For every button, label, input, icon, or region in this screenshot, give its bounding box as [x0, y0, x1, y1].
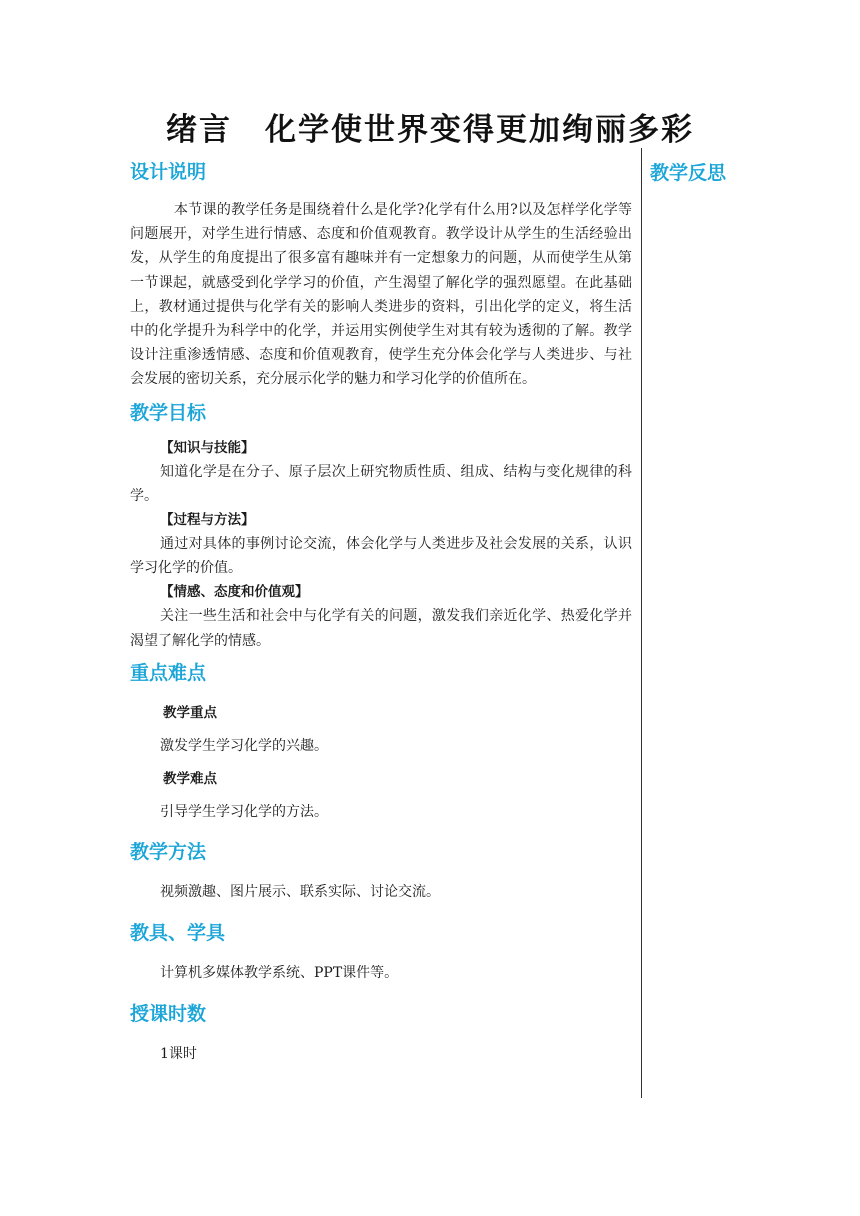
tools-heading: 教具、学具 — [130, 921, 226, 944]
methods-section — [130, 838, 632, 904]
column-divider — [641, 148, 642, 1098]
emotion-text: 关注一些生活和社会中与化学有关的问题，激发我们亲近化学、热爱化学并渴望了解化学的情感。 — [130, 608, 632, 649]
knowledge-label: 【知识与技能】 — [160, 439, 255, 456]
goals-heading: 教学目标 — [130, 401, 207, 424]
methods-heading: 教学方法 — [130, 840, 207, 863]
hours-text: 1课时 — [160, 1045, 197, 1062]
difficulty-label: 教学难点 — [163, 770, 217, 787]
teaching-reflection-heading: 教学反思 — [650, 162, 727, 184]
page-title: 绪言 化学使世界变得更加绚丽多彩 — [166, 112, 694, 148]
hours-section — [130, 1000, 632, 1066]
design-section — [130, 158, 632, 392]
main-column — [130, 158, 632, 1066]
process-label: 【过程与方法】 — [160, 512, 255, 529]
design-text: 本节课的教学任务是围绕着什么是化学?化学有什么用?以及怎样学化学等问题展开，对学生进行情感、态度和价值观教育。教学设计从学生的生活经验出发，从学生的角度提出了很多富有趣味并有一定想象力的问题，从而使学生从第一节课起，就感受到化学学习的价值，产生渴望了解化学的强烈愿望。在此基础上，教材通过提供与化学有关的影响人类进步的资料，引出化学的定义，将生活中的化学提升为科学中的化学，并运用实例使学生对其有较为透彻的了解。教学设计注重渗透情感、态度和价值观教育，使学生充分体会化学与人类进步、与社会发展的密切关系，充分展示化学的魅力和学习化学的价值所在。 — [130, 202, 632, 388]
hours-heading: 授课时数 — [130, 1002, 207, 1025]
emotion-label: 【情感、态度和价值观】 — [160, 584, 309, 601]
knowledge-text: 知道化学是在分子、原子层次上研究物质性质、组成、结构与变化规律的科学。 — [130, 463, 632, 504]
focus-text: 激发学生学习化学的兴趣。 — [160, 737, 328, 754]
goals-section — [130, 399, 632, 653]
difficulty-text: 引导学生学习化学的方法。 — [160, 803, 328, 820]
focus-label: 教学重点 — [163, 704, 217, 721]
key-points-heading: 重点难点 — [130, 661, 207, 684]
methods-text: 视频激趣、图片展示、联系实际、讨论交流。 — [160, 883, 440, 900]
key-points-section — [130, 659, 632, 824]
tools-section — [130, 919, 632, 985]
design-heading: 设计说明 — [130, 161, 207, 183]
process-text: 通过对具体的事例讨论交流，体会化学与人类进步及社会发展的关系，认识学习化学的价值。 — [130, 536, 632, 577]
tools-text: 计算机多媒体教学系统、PPT课件等。 — [160, 964, 399, 981]
